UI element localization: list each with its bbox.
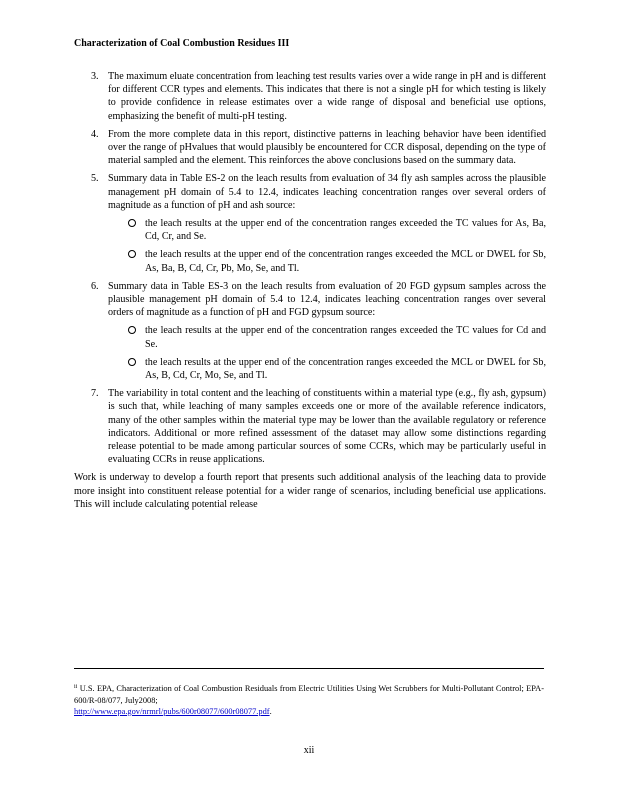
circle-bullet-icon — [128, 219, 136, 227]
circle-bullet-icon — [128, 358, 136, 366]
finding-item — [74, 128, 546, 168]
finding-number: 4. — [91, 128, 99, 140]
footnote-trailing: . — [269, 707, 272, 716]
footnote-link[interactable]: http://www.epa.gov/nrmrl/pubs/600r08077/600r08077.pdf — [74, 707, 270, 716]
bullet-item — [108, 356, 546, 382]
bullet-item — [108, 324, 546, 350]
finding-item — [74, 172, 546, 274]
bullet-text: the leach results at the upper end of the concentration ranges exceeded the TC values for Cd and Se. — [145, 325, 546, 350]
footnote-divider — [74, 668, 544, 669]
footnote — [74, 683, 544, 718]
finding-text: From the more complete data in this report, distinctive patterns in leaching behavior have been identified over the range of pHvalues that would plausibly be encountered for CCR disposal, depending on the type of material sampled and the element. This reinforces the above conclusions based on the summary data. — [108, 128, 546, 167]
finding-item — [74, 387, 546, 466]
finding-item — [74, 280, 546, 382]
bullet-text: the leach results at the upper end of the concentration ranges exceeded the MCL or DWEL for Sb, As, B, Cd, Cr, Mo, Se, and Tl. — [145, 356, 546, 382]
bullet-text: the leach results at the upper end of the concentration ranges exceeded the MCL or DWEL for Sb, As, Ba, B, Cd, Cr, Pb, Mo, Se, and Tl. — [145, 249, 546, 274]
body-text — [74, 70, 546, 511]
finding-text: Summary data in Table ES-3 on the leach results from evaluation of 20 FGD gypsum samples across the plausible management pH domain of 5.4 to 12.4, indicates leaching concentration ranges over several orders of magnitude as a function of pH and FGD gypsum source: — [108, 280, 546, 319]
bullet-item — [108, 217, 546, 243]
bullet-text: the leach results at the upper end of the concentration ranges exceeded the TC values for As, Ba, Cd, Cr, and Se. — [145, 218, 546, 243]
bullet-item — [108, 248, 546, 274]
finding-text: The variability in total content and the leaching of constituents within a material type (e.g., fly ash, gypsum) is such that, while leaching of many samples exceeds one or more of the available reference indicators, many of the other samples within the material type may be lower than the available regulatory or reference indicators. Additional or more refined assessment of the dataset may allow some distinctions regarding release potential to be made among particular sources of some CCRs, which may be particularly useful in evaluating CCRs in reuse applications. — [108, 388, 546, 466]
circle-bullet-icon — [128, 326, 136, 334]
finding-text: Summary data in Table ES-2 on the leach results from evaluation of 34 fly ash samples across the plausible management pH domain of 5.4 to 12.4, indicates leaching concentration ranges over several orders of magnitude as a function of pH and ash source: — [108, 173, 546, 211]
finding-number: 5. — [91, 173, 99, 185]
closing-paragraph: Work is underway to develop a fourth report that presents such additional analysis of the leaching data to provide more insight into constituent release potential for a wider range of scenarios, including beneficial use applications. This will include calculating potential release — [74, 472, 546, 510]
finding-number: 6. — [91, 280, 99, 292]
running-header: Characterization of Coal Combustion Residues III — [74, 38, 290, 49]
finding-number: 3. — [91, 71, 99, 82]
findings-list — [74, 70, 546, 466]
finding-text: The maximum eluate concentration from leaching test results varies over a wide range in pH and is different for different CCR types and elements. This indicates that there is not a single pH for which testing is likely to provide confidence in release estimates over a wide range of disposal and beneficial use options, emphasizing the benefit of multi-pH testing. — [108, 71, 546, 122]
footnote-text: U.S. EPA, Characterization of Coal Combustion Residuals from Electric Utilities Using Wet Scrubbers for Multi-Pollutant Control; EPA-600/R-08/077, July2008; — [74, 684, 545, 705]
finding-bullets — [108, 217, 546, 275]
footnote-marker: ii — [74, 684, 78, 690]
circle-bullet-icon — [128, 250, 136, 258]
finding-bullets — [108, 324, 546, 382]
page-number: xii — [303, 745, 315, 756]
finding-item — [74, 70, 546, 123]
finding-number: 7. — [91, 388, 99, 400]
